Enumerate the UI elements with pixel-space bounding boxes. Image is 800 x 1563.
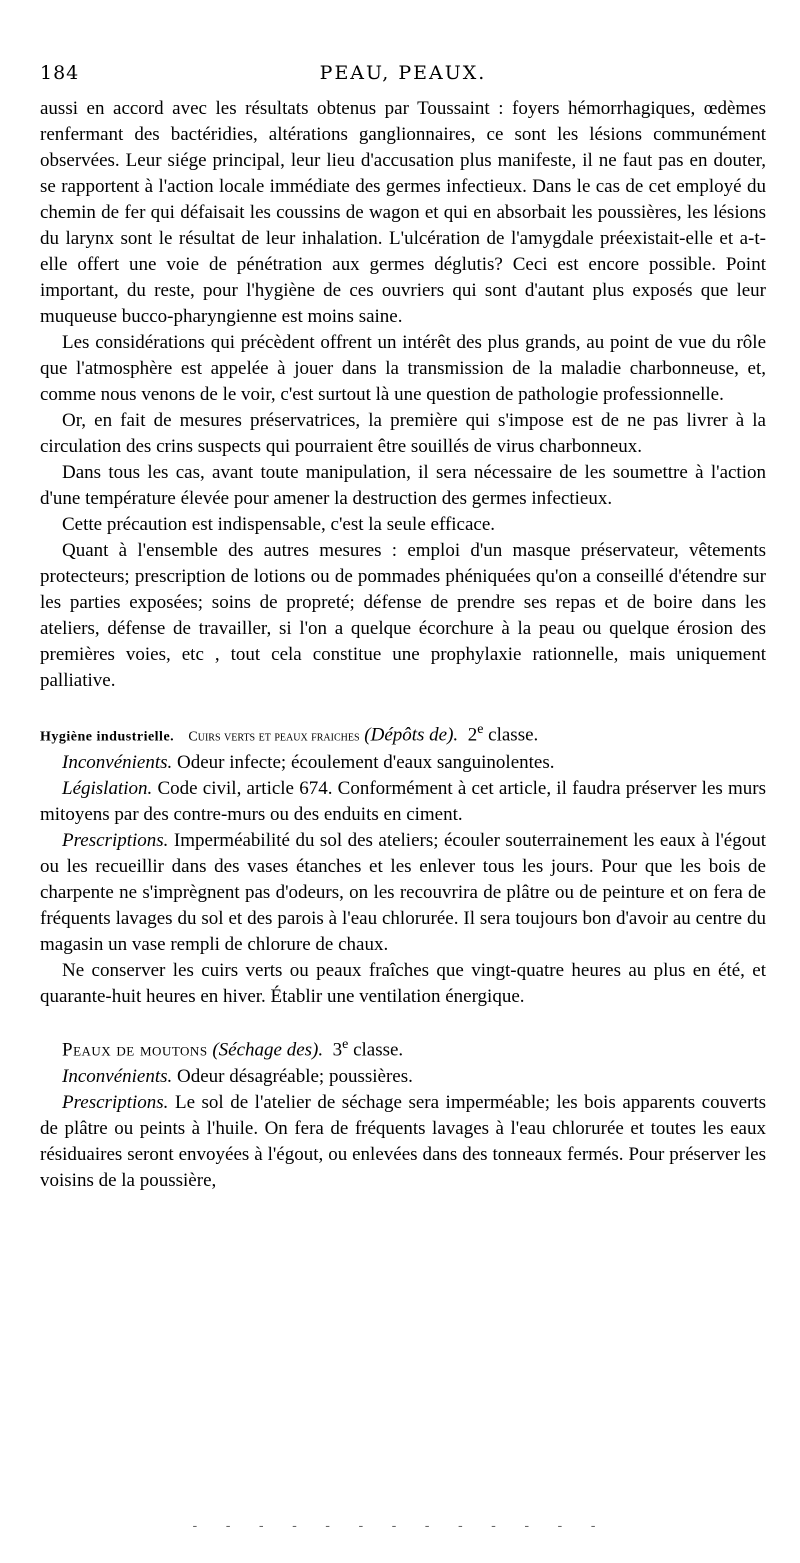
paragraph: Ne conserver les cuirs verts ou peaux fraîches que vingt-quatre heures au plus en été, et quarante-huit heures en hiver. Établir une ventilation énergique. xyxy=(40,960,766,1008)
classe-number: 2 xyxy=(467,724,478,746)
section-subtitle: (Dépôts de). xyxy=(364,724,459,746)
prescriptions-text: Imperméabilité du sol des ateliers; écouler souterrainement les eaux à l'égout ou les recueillir dans des vases étanches et les enlever tous les jours. Pour que les bois de charpente ne s'imprègnent pas d'odeurs, on les recouvrira de plâtre ou de peinture et on fera de fréquents lavages du sol et des parois à l'eau chlorurée. Il sera toujours bon d'avoir au centre du magasin un vase rempli de chlorure de chaux. xyxy=(40,830,766,956)
section-category: Hygiène industrielle. xyxy=(40,729,175,745)
classe-word: classe. xyxy=(353,1039,404,1061)
prescriptions-label: Prescriptions. xyxy=(62,830,169,852)
section-heading-line xyxy=(40,717,766,750)
inconvenients-label: Inconvénients. xyxy=(62,1065,173,1087)
running-title: PEAU, PEAUX. xyxy=(319,62,487,84)
legislation-paragraph xyxy=(40,776,766,828)
section-title: Peaux de moutons xyxy=(62,1039,208,1061)
section-subtitle: (Séchage des). xyxy=(212,1039,324,1061)
page-body xyxy=(40,96,766,1194)
legislation-label: Législation. xyxy=(62,778,153,800)
book-page xyxy=(40,62,766,1194)
page-number: 184 xyxy=(40,62,80,84)
classe-superscript: e xyxy=(342,1037,349,1053)
section-heading-line xyxy=(40,1032,766,1063)
inconvenients-line xyxy=(40,1064,766,1090)
page-header xyxy=(40,62,766,96)
inconvenients-label: Inconvénients. xyxy=(62,752,173,774)
paragraph-continuation: aussi en accord avec les résultats obtenus par Toussaint : foyers hémorrhagiques, œdèmes renfermant des bactéridies, altérations ganglionnaires, ce sont les lésions communément observées. Leur siége principal, leur lieu d'accusation plus manifeste, il ne faut pas en douter, se rapportent à l'action locale immédiate des germes infectieux. Dans le cas de cet employé du chemin de fer qui défaisait les coussins de wagon et qui en absorbait les poussières, les lésions du larynx sont le résultat de leur inhalation. L'ulcération de l'amygdale préexistait-elle et a-t-elle offert une voie de pénétration aux germes déglutis? Ceci est encore possible. Point important, du reste, pour l'hygiène de ces ouvriers qui sont d'autant plus exposés que leur muqueuse bucco-pharyngienne est moins saine. xyxy=(40,98,766,327)
prescriptions-text: Le sol de l'atelier de séchage sera imperméable; les bois apparents couverts de plâtre ou peints à l'huile. On fera de fréquents lavages à l'eau chlorurée et toutes les eaux résiduaires seront envoyées à l'égout, ou enlevées dans des tonneaux fermés. Pour préserver les voisins de la poussière, xyxy=(40,1091,767,1191)
paragraph: Dans tous les cas, avant toute manipulation, il sera nécessaire de les soumettre à l'action d'une température élevée pour amener la destruction des germes infectieux. xyxy=(40,462,766,509)
classe-superscript: e xyxy=(477,722,484,737)
classe-number: 3 xyxy=(332,1039,343,1061)
paragraph: Quant à l'ensemble des autres mesures : emploi d'un masque préservateur, vêtements protecteurs; prescription de lotions ou de pommades phéniquées qu'on a conseillé d'étendre sur les parties exposées; soins de propreté; défense de prendre ses repas et de boire dans les ateliers, défense de travailler, si l'on a quelque écorchure à la peau ou quelque érosion des premières voies, etc , tout cela constitue une prophylaxie rationnelle, mais uniquement palliative. xyxy=(40,540,766,691)
inconvenients-text: Odeur désagréable; poussières. xyxy=(177,1065,413,1087)
paragraph: Cette précaution est indispensable, c'est la seule efficace. xyxy=(62,514,496,535)
inconvenients-text: Odeur infecte; écoulement d'eaux sanguinolentes. xyxy=(177,752,555,774)
classe-word: classe. xyxy=(488,724,539,746)
paragraph: Or, en fait de mesures préservatrices, la première qui s'impose est de ne pas livrer à la circulation des crins suspects qui pourraient être souillés de virus charbonneux. xyxy=(40,410,766,457)
paragraph: Les considérations qui précèdent offrent un intérêt des plus grands, au point de vue du rôle que l'atmosphère est appelée à jouer dans la transmission de la maladie charbonneuse, et, comme nous venons de le voir, c'est surtout là une question de pathologie professionnelle. xyxy=(40,332,766,405)
prescriptions-paragraph xyxy=(40,828,766,958)
inconvenients-line xyxy=(40,750,766,776)
section-cuirs-verts xyxy=(40,717,766,1010)
legislation-text: Code civil, article 674. Conformément à cet article, il faudra préserver les murs mitoyens par des contre-murs ou des enduits en ciment. xyxy=(40,778,766,826)
section-peaux-de-moutons xyxy=(40,1032,766,1193)
section-title: Cuirs verts et peaux fraiches xyxy=(188,729,360,745)
prescriptions-paragraph xyxy=(40,1090,766,1194)
prescriptions-label: Prescriptions. xyxy=(62,1091,169,1113)
footer-dash-line: - - - - - - - - - - - - - xyxy=(192,1518,608,1534)
